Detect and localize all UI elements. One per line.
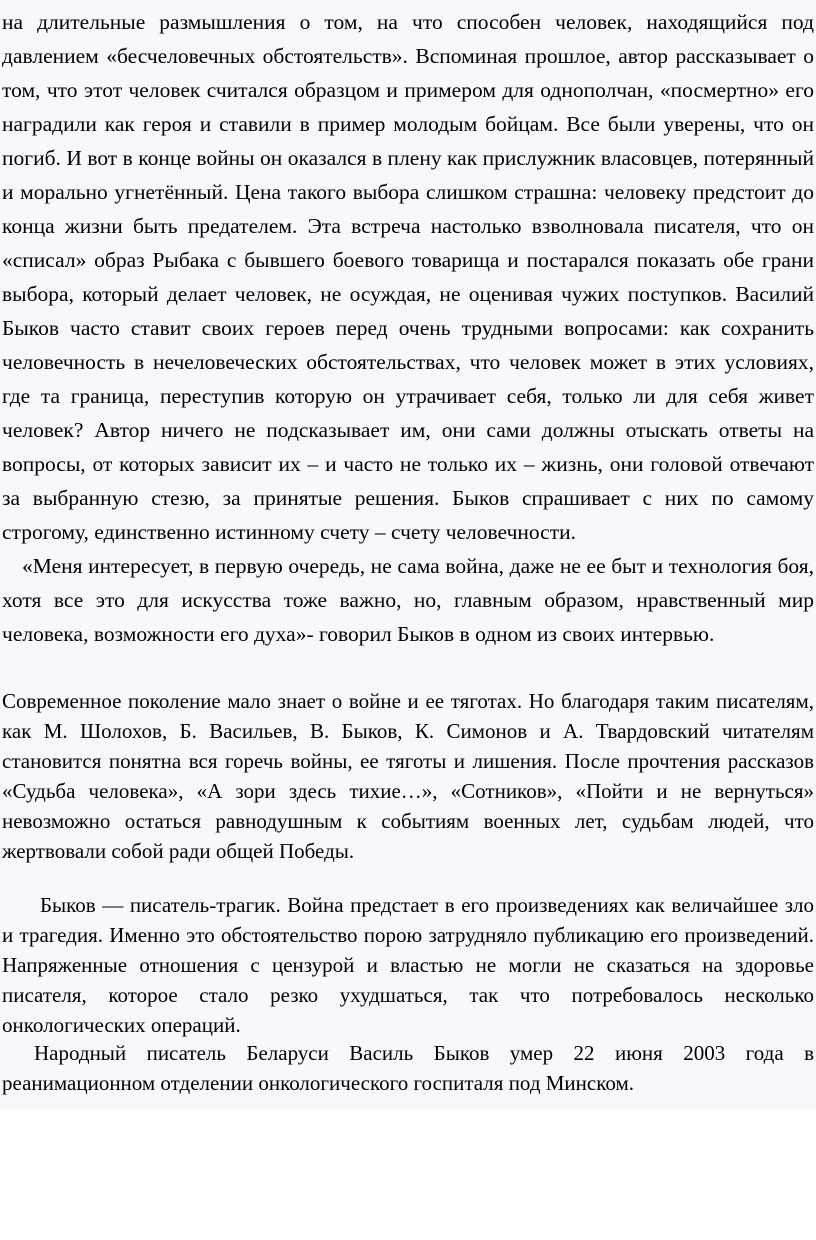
paragraph-4-text: Быков — писатель-трагик. Война предстает в его произведениях как величайшее зло и трагедия. Именно это обстоятельство порою затрудняло публикацию его произведений. Напряженные отношения с цензурой и властью не могли не сказаться на здоровье писателя, которое стало резко ухудшаться, так что потребовалось несколько онкологических операций. [2, 893, 814, 1037]
paragraph-4 [2, 890, 814, 1040]
paragraph-3 [2, 686, 814, 866]
paragraph-1 [2, 5, 814, 651]
paragraph-2-text: «Меня интересует, в первую очередь, не сама война, даже не ее быт и технология боя, хотя все это для искусства тоже важно, но, главным образом, нравственный мир человека, возможности его духа»- говорил Быков в одном из своих интервью. [2, 554, 814, 646]
paragraph-5 [2, 1038, 814, 1098]
paragraph-5-text: Народный писатель Беларуси Василь Быков умер 22 июня 2003 года в реанимационном отделении онкологического госпиталя под Минском. [2, 1041, 814, 1095]
paragraph-3-text: Современное поколение мало знает о войне и ее тяготах. Но благодаря таким писателям, как М. Шолохов, Б. Васильев, В. Быков, К. Симонов и А. Твардовский читателям становится понятна вся горечь войны, ее тяготы и лишения. После прочтения рассказов «Судьба человека», «А зори здесь тихие…», «Сотников», «Пойти и не вернуться» невозможно остаться равнодушным к событиям военных лет, судьбам людей, что жертвовали собой ради общей Победы. [2, 689, 814, 863]
paragraph-1-text: на длительные размышления о том, на что способен человек, находящийся под давлением «бесчеловечных обстоятельств». Вспоминая прошлое, автор рассказывает о том, что этот человек считался образцом и примером для однополчан, «посмертно» его наградили как героя и ставили в пример молодым бойцам. Все были уверены, что он погиб. И вот в конце войны он оказался в плену как прислужник власовцев, потерянный и морально угнетённый. Цена такого выбора слишком страшна: человеку предстоит до конца жизни быть предателем. Эта встреча настолько взволновала писателя, что он «списал» образ Рыбака с бывшего боевого товарища и постарался показать обе грани выбора, который делает человек, не осуждая, не оценивая чужих поступков. Василий Быков часто ставит своих героев перед очень трудными вопросами: как сохранить человечность в нечеловеческих обстоятельствах, что человек может в этих условиях, где та граница, переступив которую он утрачивает себя, только ли для себя живет человек? Автор ничего не подсказывает им, они сами должны отыскать ответы на вопросы, от которых зависит их – и часто не только их – жизнь, они головой отвечают за выбранную стезю, за принятые решения. Быков спрашивает с них по самому строгому, единственно истинному счету – счету человечности. [2, 10, 814, 544]
